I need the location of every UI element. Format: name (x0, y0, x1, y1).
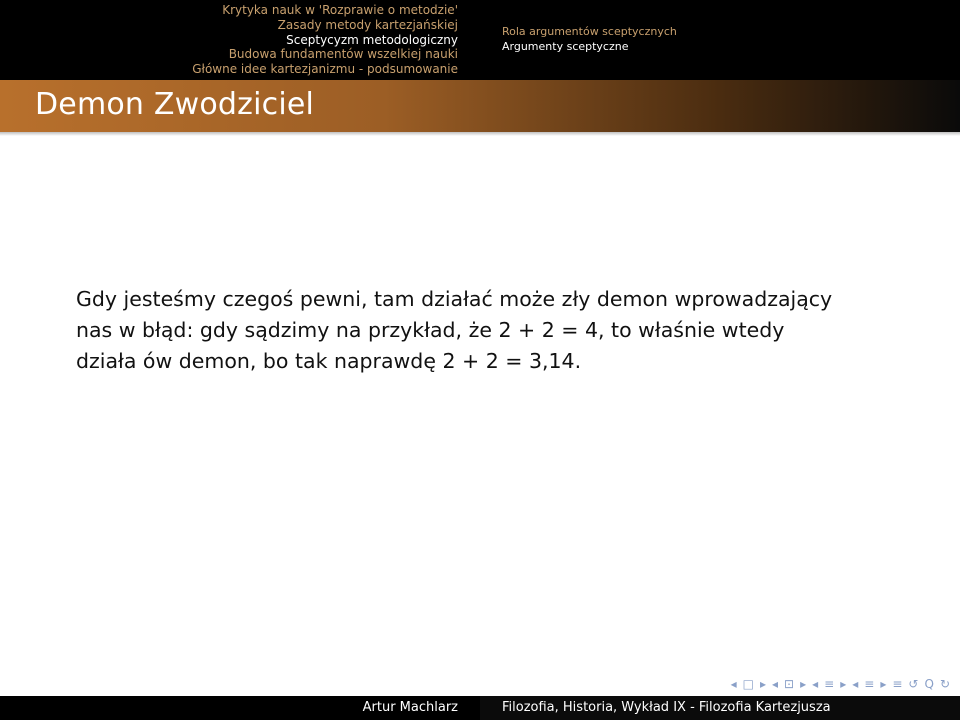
beamer-navigation-symbols (731, 676, 950, 692)
section-link-sceptycyzm[interactable]: Sceptycyzm metodologiczny (286, 33, 458, 47)
footer-title-box (480, 696, 960, 720)
section-link-budowa[interactable]: Budowa fundamentów wszelkiej nauki (228, 47, 458, 61)
subsection-link-rola[interactable]: Rola argumentów sceptycznych (502, 25, 677, 38)
document-icon[interactable]: ≡ (892, 677, 903, 691)
prev-frame-icon[interactable]: ◂ (771, 677, 779, 691)
prev-slide-icon[interactable]: ◂ (730, 677, 737, 691)
body-line-2: nas w błąd: gdy sądzimy na przykład, że 2 + 2 = 4, to właśnie wtedy (76, 318, 785, 342)
next-slide-icon[interactable]: ▸ (759, 677, 766, 691)
body-line-3: działa ów demon, bo tak naprawdę 2 + 2 = 3,14. (76, 349, 582, 373)
prev-subsection-icon[interactable]: ◂ (812, 677, 819, 691)
section-link-krytyka[interactable]: Krytyka nauk w 'Rozprawie o metodzie' (222, 3, 458, 17)
prev-section-icon[interactable]: ◂ (852, 677, 859, 691)
next-subsection-icon[interactable]: ▸ (840, 677, 847, 691)
subsection-navigation (502, 0, 942, 80)
frame-icon[interactable]: ⊡ (784, 677, 795, 691)
next-frame-icon[interactable]: ▸ (800, 677, 807, 691)
title-bar-shadow (0, 132, 960, 136)
header-navigation (0, 0, 960, 80)
forward-icon[interactable]: ↻ (939, 677, 950, 691)
back-icon[interactable]: ↺ (908, 677, 919, 691)
next-section-icon[interactable]: ▸ (880, 677, 887, 691)
slide-body (76, 284, 896, 377)
footer-author: Artur Machlarz (362, 700, 458, 715)
subsection-link-argumenty[interactable]: Argumenty sceptyczne (502, 40, 629, 53)
section-link-podsumowanie[interactable]: Główne idee kartezjanizmu - podsumowanie (192, 62, 458, 76)
slide-title: Demon Zwodziciel (35, 87, 315, 122)
footer-title: Filozofia, Historia, Wykład IX - Filozofia Kartezjusza (502, 700, 831, 715)
section-link-zasady[interactable]: Zasady metody kartezjańskiej (277, 18, 458, 32)
slide-icon[interactable]: □ (742, 677, 754, 691)
section-navigation (0, 0, 480, 80)
section-icon[interactable]: ≡ (864, 677, 875, 691)
body-line-1: Gdy jesteśmy czegoś pewni, tam działać może zły demon wprowadzający (76, 287, 833, 311)
footer-author-box (0, 696, 480, 720)
footer (0, 696, 960, 720)
subsection-icon[interactable]: ≡ (824, 677, 835, 691)
search-icon[interactable]: Q (924, 677, 934, 691)
